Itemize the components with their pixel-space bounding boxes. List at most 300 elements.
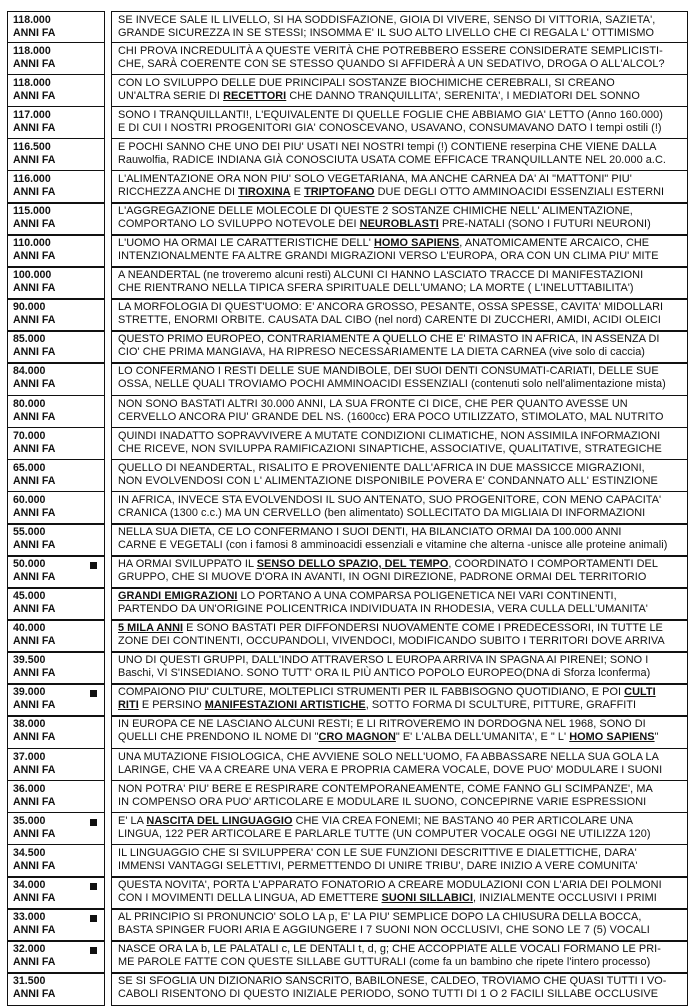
description-cell — [111, 74, 688, 108]
year-value: 33.000 — [13, 911, 46, 924]
description-text: CARNE E VEGETALI (con i famosi 8 amminoacidi essenziali e vitamine che alterna -unisce alle proteine animali) — [118, 538, 668, 551]
description-text: CERVELLO ANCORA PIU' GRANDE DEL NS. (1600cc) ERA POCO UTILIZZATO, STIMOLATO, MAL NUTRITO — [118, 410, 664, 423]
description-line — [118, 635, 682, 648]
description-text: LA MORFOLOGIA DI QUEST'UOMO: E' ANCORA GROSSO, PESANTE, OSSA SPESSE, CAVITA' MIDOLLARI — [118, 301, 664, 314]
description-text: DUE DEGLI OTTO AMMINOACIDI ESSENZIALI ESTERNI — [374, 185, 665, 198]
timeline-row — [7, 396, 688, 428]
description-text: RICCHEZZA ANCHE DI — [118, 185, 239, 198]
timeline-row — [7, 268, 688, 300]
description-cell — [111, 202, 688, 236]
years-ago-label: ANNI FA — [13, 474, 56, 487]
description-line — [118, 398, 682, 411]
highlighted-term: RECETTORI — [223, 89, 287, 102]
description-line — [118, 815, 682, 828]
description-cell — [111, 234, 688, 268]
date-cell — [7, 876, 105, 910]
description-text: UNO DI QUESTI GRUPPI, DALL'INDO ATTRAVERSO L EUROPA ARRIVA IN SPAGNA AI PIRENEI; SONO I — [118, 654, 649, 667]
date-cell — [7, 812, 105, 846]
date-cell — [7, 266, 105, 300]
description-line — [118, 154, 682, 167]
date-cell — [7, 748, 105, 782]
description-cell — [111, 362, 688, 396]
description-text: HA ORMAI SVILUPPATO IL — [118, 558, 257, 570]
description-text: L'UOMO HA ORMAI LE CARATTERISTICHE DELL' — [118, 237, 374, 250]
years-ago-label: ANNI FA — [13, 506, 56, 519]
description-cell — [111, 908, 688, 942]
year-value: 118.000 — [13, 76, 51, 89]
timeline-row — [7, 332, 688, 364]
year-value: 39.500 — [13, 654, 46, 667]
timeline-row — [7, 75, 688, 107]
description-line — [118, 892, 682, 905]
description-text: LO CONFERMANO I RESTI DELLE SUE MANDIBOLE, DEI SUOI DENTI CONSUMATI-CARIATI, DELLE SUE — [118, 365, 659, 378]
description-line — [118, 58, 682, 71]
timeline-row — [7, 974, 688, 1006]
highlighted-term: NEUROBLASTI — [359, 217, 439, 230]
description-line — [118, 571, 682, 584]
date-cell — [7, 491, 105, 525]
description-text: NELLA SUA DIETA, CE LO CONFERMANO I SUOI DENTI, HA BILANCIATO ORMAI DA 100.000 ANNI — [118, 525, 622, 538]
description-cell — [111, 138, 688, 172]
description-line — [118, 45, 682, 58]
date-cell — [7, 619, 105, 653]
description-cell — [111, 619, 688, 653]
description-cell — [111, 459, 688, 493]
year-value: 38.000 — [13, 718, 46, 731]
year-value: 84.000 — [13, 365, 46, 378]
description-text: CHE, SARÀ COERENTE CON SE STESSO QUANDO SI AFFIDERÀ A UN SEDATIVO, DROGA O ALL'ALCOL? — [118, 57, 665, 70]
description-text: CON I MOVIMENTI DELLA LINGUA, AD EMETTERE — [118, 891, 382, 904]
description-text: CHE DANNO TRANQUILLITA', SERENITA', I MEDIATORI DEL SONNO — [286, 89, 640, 102]
timeline-row — [7, 878, 688, 910]
description-cell — [111, 42, 688, 76]
highlighted-term: RITI — [118, 699, 139, 712]
description-text: QUINDI INADATTO SOPRAVVIVERE A MUTATE CONDIZIONI CLIMATICHE, NON ASSIMILA INFORMAZIONI — [118, 429, 661, 442]
description-text: PARTENDO DA UN'ORIGINE POLICENTRICA INDIVIDUATA IN RHODESIA, VERA CULLA DELL'UMANITA' — [118, 603, 648, 616]
description-text: , COORDINATO I COMPORTAMENTI DEL — [448, 558, 658, 570]
description-text: E SONO BASTATI PER DIFFONDERSI NUOVAMENTE COME I PREDECESSORI, IN TUTTE LE — [183, 622, 663, 635]
years-ago-label: ANNI FA — [13, 763, 56, 776]
year-value: 80.000 — [13, 397, 46, 410]
description-line — [118, 250, 682, 263]
years-ago-label: ANNI FA — [13, 250, 56, 263]
year-value: 116.500 — [13, 140, 51, 153]
description-cell — [111, 106, 688, 140]
timeline-row — [7, 236, 688, 268]
description-line — [118, 14, 682, 27]
date-cell — [7, 362, 105, 396]
description-text: UNA MUTAZIONE FISIOLOGICA, CHE AVVIENE SOLO NELL'UOMO, FA ABBASSARE NELLA SUA GOLA LA — [118, 750, 659, 763]
highlighted-term: HOMO SAPIENS — [569, 731, 655, 744]
description-cell — [111, 748, 688, 782]
description-line — [118, 333, 682, 346]
description-line — [118, 109, 682, 122]
years-ago-label: ANNI FA — [13, 827, 56, 840]
description-line — [118, 988, 682, 1001]
years-ago-label: ANNI FA — [13, 346, 56, 359]
years-ago-label: ANNI FA — [13, 121, 56, 134]
description-text: ME PAROLE FATTE CON QUESTE SILLABE GUTTURALI (come fa un bambino che ripete l'intero processo) — [118, 956, 651, 969]
description-text: CRANICA (1300 c.c.) MA UN CERVELLO (ben alimentato) SOLLECITATO DA MIGLIAIA DI INFORMAZIONI — [118, 506, 646, 519]
description-line — [118, 924, 682, 937]
date-cell — [7, 651, 105, 685]
square-bullet-icon — [90, 562, 97, 569]
description-line — [118, 699, 682, 712]
highlighted-term: HOMO SAPIENS — [373, 237, 460, 250]
year-value: 116.000 — [13, 172, 51, 185]
description-text: GRANDE SICUREZZA IN SE STESSI; INSOMMA E' IL SUO ALTO LIVELLO CHE CI REGALA L' OTTIMISMO — [118, 27, 655, 39]
year-value: 117.000 — [13, 108, 51, 121]
years-ago-label: ANNI FA — [13, 282, 56, 295]
description-cell — [111, 11, 688, 43]
timeline-row — [7, 43, 688, 75]
years-ago-label: ANNI FA — [13, 57, 56, 70]
years-ago-label: ANNI FA — [13, 731, 56, 744]
description-text: CHE VIA CREA FONEMI; NE BASTANO 40 PER ARTICOLARE UNA — [292, 814, 634, 827]
description-line — [118, 975, 682, 988]
timeline-row — [7, 813, 688, 845]
square-bullet-icon — [90, 883, 97, 890]
date-cell — [7, 330, 105, 364]
years-ago-label: ANNI FA — [13, 988, 56, 1001]
years-ago-label: ANNI FA — [13, 27, 56, 39]
description-line — [118, 539, 682, 552]
description-text: SONO I TRANQUILLANTI!, L'EQUIVALENTE DI QUELLE FOGLIE CHE ABBIAMO GIA' LETTO (Anno 160.000) — [118, 108, 663, 121]
date-cell — [7, 170, 105, 204]
description-line — [118, 462, 682, 475]
description-text: " E' L'ALBA DELL'UMANITA', E " L' — [395, 731, 570, 744]
year-value: 55.000 — [13, 525, 46, 538]
description-line — [118, 365, 682, 378]
description-line — [118, 314, 682, 327]
description-text: ZONE DEI CONTINENTI, OCCUPANDOLI, VIVENDOCI, MODIFICANDO SUBITO I TERRITORI DOVE ARRIVA — [118, 635, 665, 648]
description-line — [118, 475, 682, 488]
description-cell — [111, 876, 688, 910]
years-ago-label: ANNI FA — [13, 603, 56, 616]
highlighted-term: MANIFESTAZIONI ARTISTICHE — [204, 699, 366, 712]
description-cell — [111, 940, 688, 974]
date-cell — [7, 940, 105, 974]
description-line — [118, 77, 682, 90]
description-line — [118, 718, 682, 731]
year-value: 118.000 — [13, 44, 51, 57]
highlighted-term: SUONI SILLABICI — [381, 891, 474, 904]
square-bullet-icon — [90, 819, 97, 826]
date-cell — [7, 972, 105, 1006]
years-ago-label: ANNI FA — [13, 699, 56, 712]
description-cell — [111, 266, 688, 300]
description-text: , SOTTO FORMA DI SCULTURE, PITTURE, GRAFFITI — [365, 699, 637, 712]
description-text: E PERSINO — [138, 699, 205, 712]
date-cell — [7, 587, 105, 621]
timeline-row — [7, 942, 688, 974]
description-text: CIO' CHE PRIMA MANGIAVA, HA RIPRESO NECESSARIAMENTE LA DIETA CARNEA (vive solo di caccia) — [118, 346, 645, 359]
years-ago-label: ANNI FA — [13, 667, 56, 680]
year-value: 37.000 — [13, 750, 46, 763]
timeline-row — [7, 653, 688, 685]
description-text: CHE RICEVE, NON SVILUPPA RAMIFICAZIONI SINAPTICHE, ASSOCIATIVE, QUALITATIVE, STRATEGICHE — [118, 442, 662, 455]
description-line — [118, 346, 682, 359]
timeline-row — [7, 300, 688, 332]
year-value: 35.000 — [13, 814, 46, 827]
description-text: L'ALIMENTAZIONE ORA NON PIU' SOLO VEGETARIANA, MA ANCHE CARNEA DA' AI "MATTONI" PIU' — [118, 172, 632, 185]
year-value: 100.000 — [13, 269, 52, 282]
description-line — [118, 205, 682, 218]
description-text: IN COMPENSO ORA PUO' ARTICOLARE E MODULARE IL SUONO, CONCEPIRNE VARIE ESPRESSIONI — [118, 795, 647, 808]
highlighted-term: GRANDI EMIGRAZIONI — [118, 590, 238, 603]
year-value: 65.000 — [13, 461, 46, 474]
year-value: 31.500 — [13, 975, 46, 988]
description-line — [118, 269, 682, 282]
description-line — [118, 494, 682, 507]
year-value: 70.000 — [13, 429, 46, 442]
description-text: SE INVECE SALE IL LIVELLO, SI HA SODDISFAZIONE, GIOIA DI VIVERE, SENSO DI VITTORIA, SAZIETA', — [118, 14, 656, 26]
years-ago-label: ANNI FA — [13, 185, 56, 198]
description-text: E POCHI SANNO CHE UNO DEI PIU' USATI NEI NOSTRI tempi (!) CONTIENE reserpina CHE VIENE DALLA — [118, 140, 657, 153]
description-line — [118, 282, 682, 295]
highlighted-term: TIROXINA — [238, 185, 291, 198]
timeline-row — [7, 781, 688, 813]
years-ago-label: ANNI FA — [13, 795, 56, 808]
years-ago-label: ANNI FA — [13, 956, 56, 969]
year-value: 90.000 — [13, 301, 46, 314]
year-value: 34.500 — [13, 846, 46, 859]
description-line — [118, 443, 682, 456]
timeline-row — [7, 589, 688, 621]
timeline-row — [7, 428, 688, 460]
description-text: OSSA, NELLE QUALI TROVIAMO POCHI AMMINOACIDI ESSENZIALI (contenuti solo nell'alimentazione mista) — [118, 378, 666, 391]
description-line — [118, 218, 682, 231]
highlighted-term: CRO MAGNON — [318, 731, 396, 744]
date-cell — [7, 555, 105, 589]
highlighted-term: NASCITA DEL LINGUAGGIO — [146, 814, 293, 827]
description-cell — [111, 427, 688, 461]
date-cell — [7, 234, 105, 268]
year-value: 45.000 — [13, 590, 46, 603]
years-ago-label: ANNI FA — [13, 924, 56, 937]
description-line — [118, 122, 682, 135]
years-ago-label: ANNI FA — [13, 89, 56, 102]
timeline-row — [7, 910, 688, 942]
description-line — [118, 378, 682, 391]
description-line — [118, 622, 682, 635]
description-text: E' LA — [118, 814, 147, 827]
description-text: NON POTRA' PIU' BERE E RESPIRARE CONTEMPORANEAMENTE, COME FANNO GLI SCIMPANZE', MA — [118, 782, 653, 795]
description-line — [118, 27, 682, 40]
description-line — [118, 603, 682, 616]
description-text: NON SONO BASTATI ALTRI 30.000 ANNI, LA SUA FRONTE CI DICE, CHE PER QUANTO AVESSE UN — [118, 397, 628, 410]
description-text: QUELLI CHE PRENDONO IL NOME DI " — [118, 731, 319, 744]
description-line — [118, 847, 682, 860]
description-line — [118, 430, 682, 443]
years-ago-label: ANNI FA — [13, 217, 56, 230]
description-line — [118, 796, 682, 809]
year-value: 85.000 — [13, 333, 46, 346]
timeline-row — [7, 845, 688, 877]
description-line — [118, 667, 682, 680]
timeline-row — [7, 749, 688, 781]
year-value: 32.000 — [13, 943, 46, 956]
description-line — [118, 90, 682, 103]
description-line — [118, 237, 682, 250]
description-text: SE SI SFOGLIA UN DIZIONARIO SANSCRITO, BABILONESE, CALDEO, TROVIAMO CHE QUASI TUTTI I VO- — [118, 975, 667, 988]
date-cell — [7, 74, 105, 108]
year-value: 115.000 — [13, 204, 51, 217]
description-cell — [111, 395, 688, 429]
date-cell — [7, 715, 105, 749]
description-line — [118, 526, 682, 539]
description-line — [118, 186, 682, 199]
description-cell — [111, 170, 688, 204]
description-cell — [111, 651, 688, 685]
description-text: BASTA SPINGER FUORI ARIA E AGGIUNGERE I 7 SUONI NON OCCLUSIVI, CHE SONO LE 7 (5) VOCALI — [118, 924, 650, 937]
description-text: CHE RIENTRANO NELLA TIPICA SFERA SPIRITUALE DELL'UMANO; LA MORTE ( L'INELUTTABILITA') — [118, 282, 634, 295]
description-text: , ANATOMICAMENTE ARCAICO, CHE — [459, 237, 650, 250]
description-cell — [111, 587, 688, 621]
year-value: 39.000 — [13, 686, 46, 699]
description-text: INTENZIONALMENTE FA ALTRE GRANDI MIGRAZIONI VERSO L'EUROPA, ORA CON UN CLIMA PIU' MITE — [118, 250, 659, 263]
timeline-row — [7, 621, 688, 653]
description-cell — [111, 812, 688, 846]
timeline-row — [7, 492, 688, 524]
year-value: 40.000 — [13, 622, 46, 635]
description-cell — [111, 491, 688, 525]
description-text: UN'ALTRA SERIE DI — [118, 89, 224, 102]
years-ago-label: ANNI FA — [13, 538, 56, 551]
years-ago-label: ANNI FA — [13, 153, 56, 166]
years-ago-label: ANNI FA — [13, 410, 56, 423]
year-value: 36.000 — [13, 782, 46, 795]
description-line — [118, 654, 682, 667]
description-line — [118, 828, 682, 841]
description-text: L'AGGREGAZIONE DELLE MOLECOLE DI QUESTE 2 SOSTANZE CHIMICHE NELL' ALIMENTAZIONE, — [118, 204, 633, 217]
year-value: 110.000 — [13, 237, 51, 250]
square-bullet-icon — [90, 947, 97, 954]
highlighted-term: SENSO DELLO SPAZIO, DEL TEMPO — [256, 558, 449, 570]
description-text: PRE-NATALI (SONO I FUTURI NEURONI) — [438, 217, 651, 230]
description-line — [118, 301, 682, 314]
description-text: AL PRINCIPIO SI PRONUNCIO' SOLO LA p, E' LA PIU' SEMPLICE DOPO LA CHIUSURA DELLA BOCCA, — [118, 911, 642, 924]
timeline-row — [7, 717, 688, 749]
description-cell — [111, 844, 688, 878]
description-text: IN EUROPA CE NE LASCIANO ALCUNI RESTI; E LI RITROVEREMO IN DORDOGNA NEL 1968, SONO DI — [118, 718, 646, 731]
timeline-row — [7, 557, 688, 589]
description-text: LINGUA, 122 PER ARTICOLARE E PARLARLE TUTTE (UN COMPUTER VOCALE OGGI NE UTILIZZA 120) — [118, 827, 651, 840]
date-cell — [7, 844, 105, 878]
years-ago-label: ANNI FA — [13, 442, 56, 455]
timeline-row — [7, 364, 688, 396]
square-bullet-icon — [90, 690, 97, 697]
description-cell — [111, 715, 688, 749]
square-bullet-icon — [90, 915, 97, 922]
years-ago-label: ANNI FA — [13, 314, 56, 327]
description-line — [118, 764, 682, 777]
date-cell — [7, 11, 105, 43]
year-value: 34.000 — [13, 878, 46, 891]
description-text: CON LO SVILUPPO DELLE DUE PRINCIPALI SOSTANZE BIOCHIMICHE CEREBRALI, SI CREANO — [118, 76, 615, 89]
description-text: COMPORTANO LO SVILUPPO NOTEVOLE DEI — [118, 217, 360, 230]
description-text: Baschi, VI S'INSEDIANO. SONO TUTT' ORA IL PIÙ ANTICO POPOLO EUROPEO(DNA di Sforza lconferma) — [118, 667, 651, 680]
date-cell — [7, 427, 105, 461]
date-cell — [7, 459, 105, 493]
years-ago-label: ANNI FA — [13, 571, 56, 583]
description-cell — [111, 683, 688, 717]
description-cell — [111, 330, 688, 364]
timeline-row — [7, 460, 688, 492]
description-text: CABOLI RISENTONO DI QUESTO INIZIALE PERIODO, SONO TUTTI DI 1 O 2 FACILI SILLABE OCCLUSIVE — [118, 988, 659, 1001]
description-line — [118, 879, 682, 892]
description-text: QUELLO DI NEANDERTAL, RISALITO E PROVENIENTE DALL'AFRICA IN DUE MASSICCE MIGRAZIONI, — [118, 461, 645, 474]
date-cell — [7, 202, 105, 236]
description-line — [118, 173, 682, 186]
description-line — [118, 943, 682, 956]
date-cell — [7, 106, 105, 140]
description-line — [118, 751, 682, 764]
description-cell — [111, 298, 688, 332]
description-text: CHI PROVA INCREDULITÀ A QUESTE VERITÀ CHE POTREBBERO ESSERE CONSIDERATE SEMPLICISTI- — [118, 44, 663, 57]
description-text: A NEANDERTAL (ne troveremo alcuni resti) ALCUNI CI HANNO LASCIATO TRACCE DI MANIFESTAZIONI — [118, 269, 644, 282]
timeline-row — [7, 525, 688, 557]
description-line — [118, 911, 682, 924]
description-text: E — [290, 185, 305, 198]
description-text: STRETTE, ENORMI ORBITE. CAUSATA DAL CIBO (nel nord) CARENTE DI ZUCCHERI, AMIDI, ACIDI OLEICI — [118, 314, 661, 327]
years-ago-label: ANNI FA — [13, 859, 56, 872]
description-text: E DI CUI I NOSTRI PROGENITORI GIA' CONOSCEVANO, USAVANO, CONSUMAVANO DATO I tempi ostili (!) — [118, 121, 662, 134]
description-text: NASCE ORA LA b, LE PALATALI c, LE DENTALI t, d, g; CHE ACCOPPIATE ALLE VOCALI FORMANO LE PRI- — [118, 943, 661, 956]
description-text: LO PORTANO A UNA COMPARSA POLIGENETICA NEI VARI CONTINENTI, — [237, 590, 617, 603]
date-cell — [7, 138, 105, 172]
date-cell — [7, 683, 105, 717]
description-text: IMMENSI VANTAGGI SELETTIVI, PERMETTENDO DI UNIRE TRIBU', DARE INIZIO A VERE COMUNITA' — [118, 859, 638, 872]
year-value: 118.000 — [13, 14, 51, 26]
description-text: , INIZIALMENTE OCCLUSIVI I PRIMI — [473, 891, 657, 904]
highlighted-term: TRIPTOFANO — [304, 185, 375, 198]
description-cell — [111, 780, 688, 814]
year-value: 50.000 — [13, 558, 46, 570]
years-ago-label: ANNI FA — [13, 891, 56, 904]
timeline-row — [7, 204, 688, 236]
description-text: Rauwolfia, RADICE INDIANA GIÀ CONOSCIUTA USATA COME EFFICACE TRANQUILLANTE NEL 20.000 a.C. — [118, 153, 666, 166]
timeline-row — [7, 107, 688, 139]
description-line — [118, 411, 682, 424]
date-cell — [7, 395, 105, 429]
description-text: NON EVOLVENDOSI CON L' ALIMENTAZIONE DISPONIBILE POVERA E' CONDANNATO ALL' ESTINZIONE — [118, 474, 658, 487]
timeline-row — [7, 685, 688, 717]
description-line — [118, 731, 682, 744]
timeline-table — [7, 11, 688, 1006]
description-line — [118, 558, 682, 571]
description-line — [118, 956, 682, 969]
description-line — [118, 860, 682, 873]
description-cell — [111, 555, 688, 589]
date-cell — [7, 298, 105, 332]
description-line — [118, 141, 682, 154]
timeline-row — [7, 171, 688, 203]
description-line — [118, 783, 682, 796]
description-text: QUESTO PRIMO EUROPEO, CONTRARIAMENTE A QUELLO CHE E' RIMASTO IN AFRICA, IN ASSENZA DI — [118, 333, 660, 346]
years-ago-label: ANNI FA — [13, 378, 56, 391]
description-cell — [111, 972, 688, 1006]
highlighted-term: 5 MILA ANNI — [118, 622, 184, 635]
years-ago-label: ANNI FA — [13, 635, 56, 648]
description-line — [118, 590, 682, 603]
description-text: LARINGE, CHE VA A CREARE UNA VERA E PROPRIA CAMERA VOCALE, DOVE PUO' MODULARE I SUONI — [118, 763, 663, 776]
highlighted-term: CULTI — [624, 686, 656, 699]
date-cell — [7, 780, 105, 814]
description-line — [118, 686, 682, 699]
description-text: IN AFRICA, INVECE STA EVOLVENDOSI IL SUO ANTENATO, SUO PROGENITORE, CON MENO CAPACITA' — [118, 493, 662, 506]
date-cell — [7, 908, 105, 942]
